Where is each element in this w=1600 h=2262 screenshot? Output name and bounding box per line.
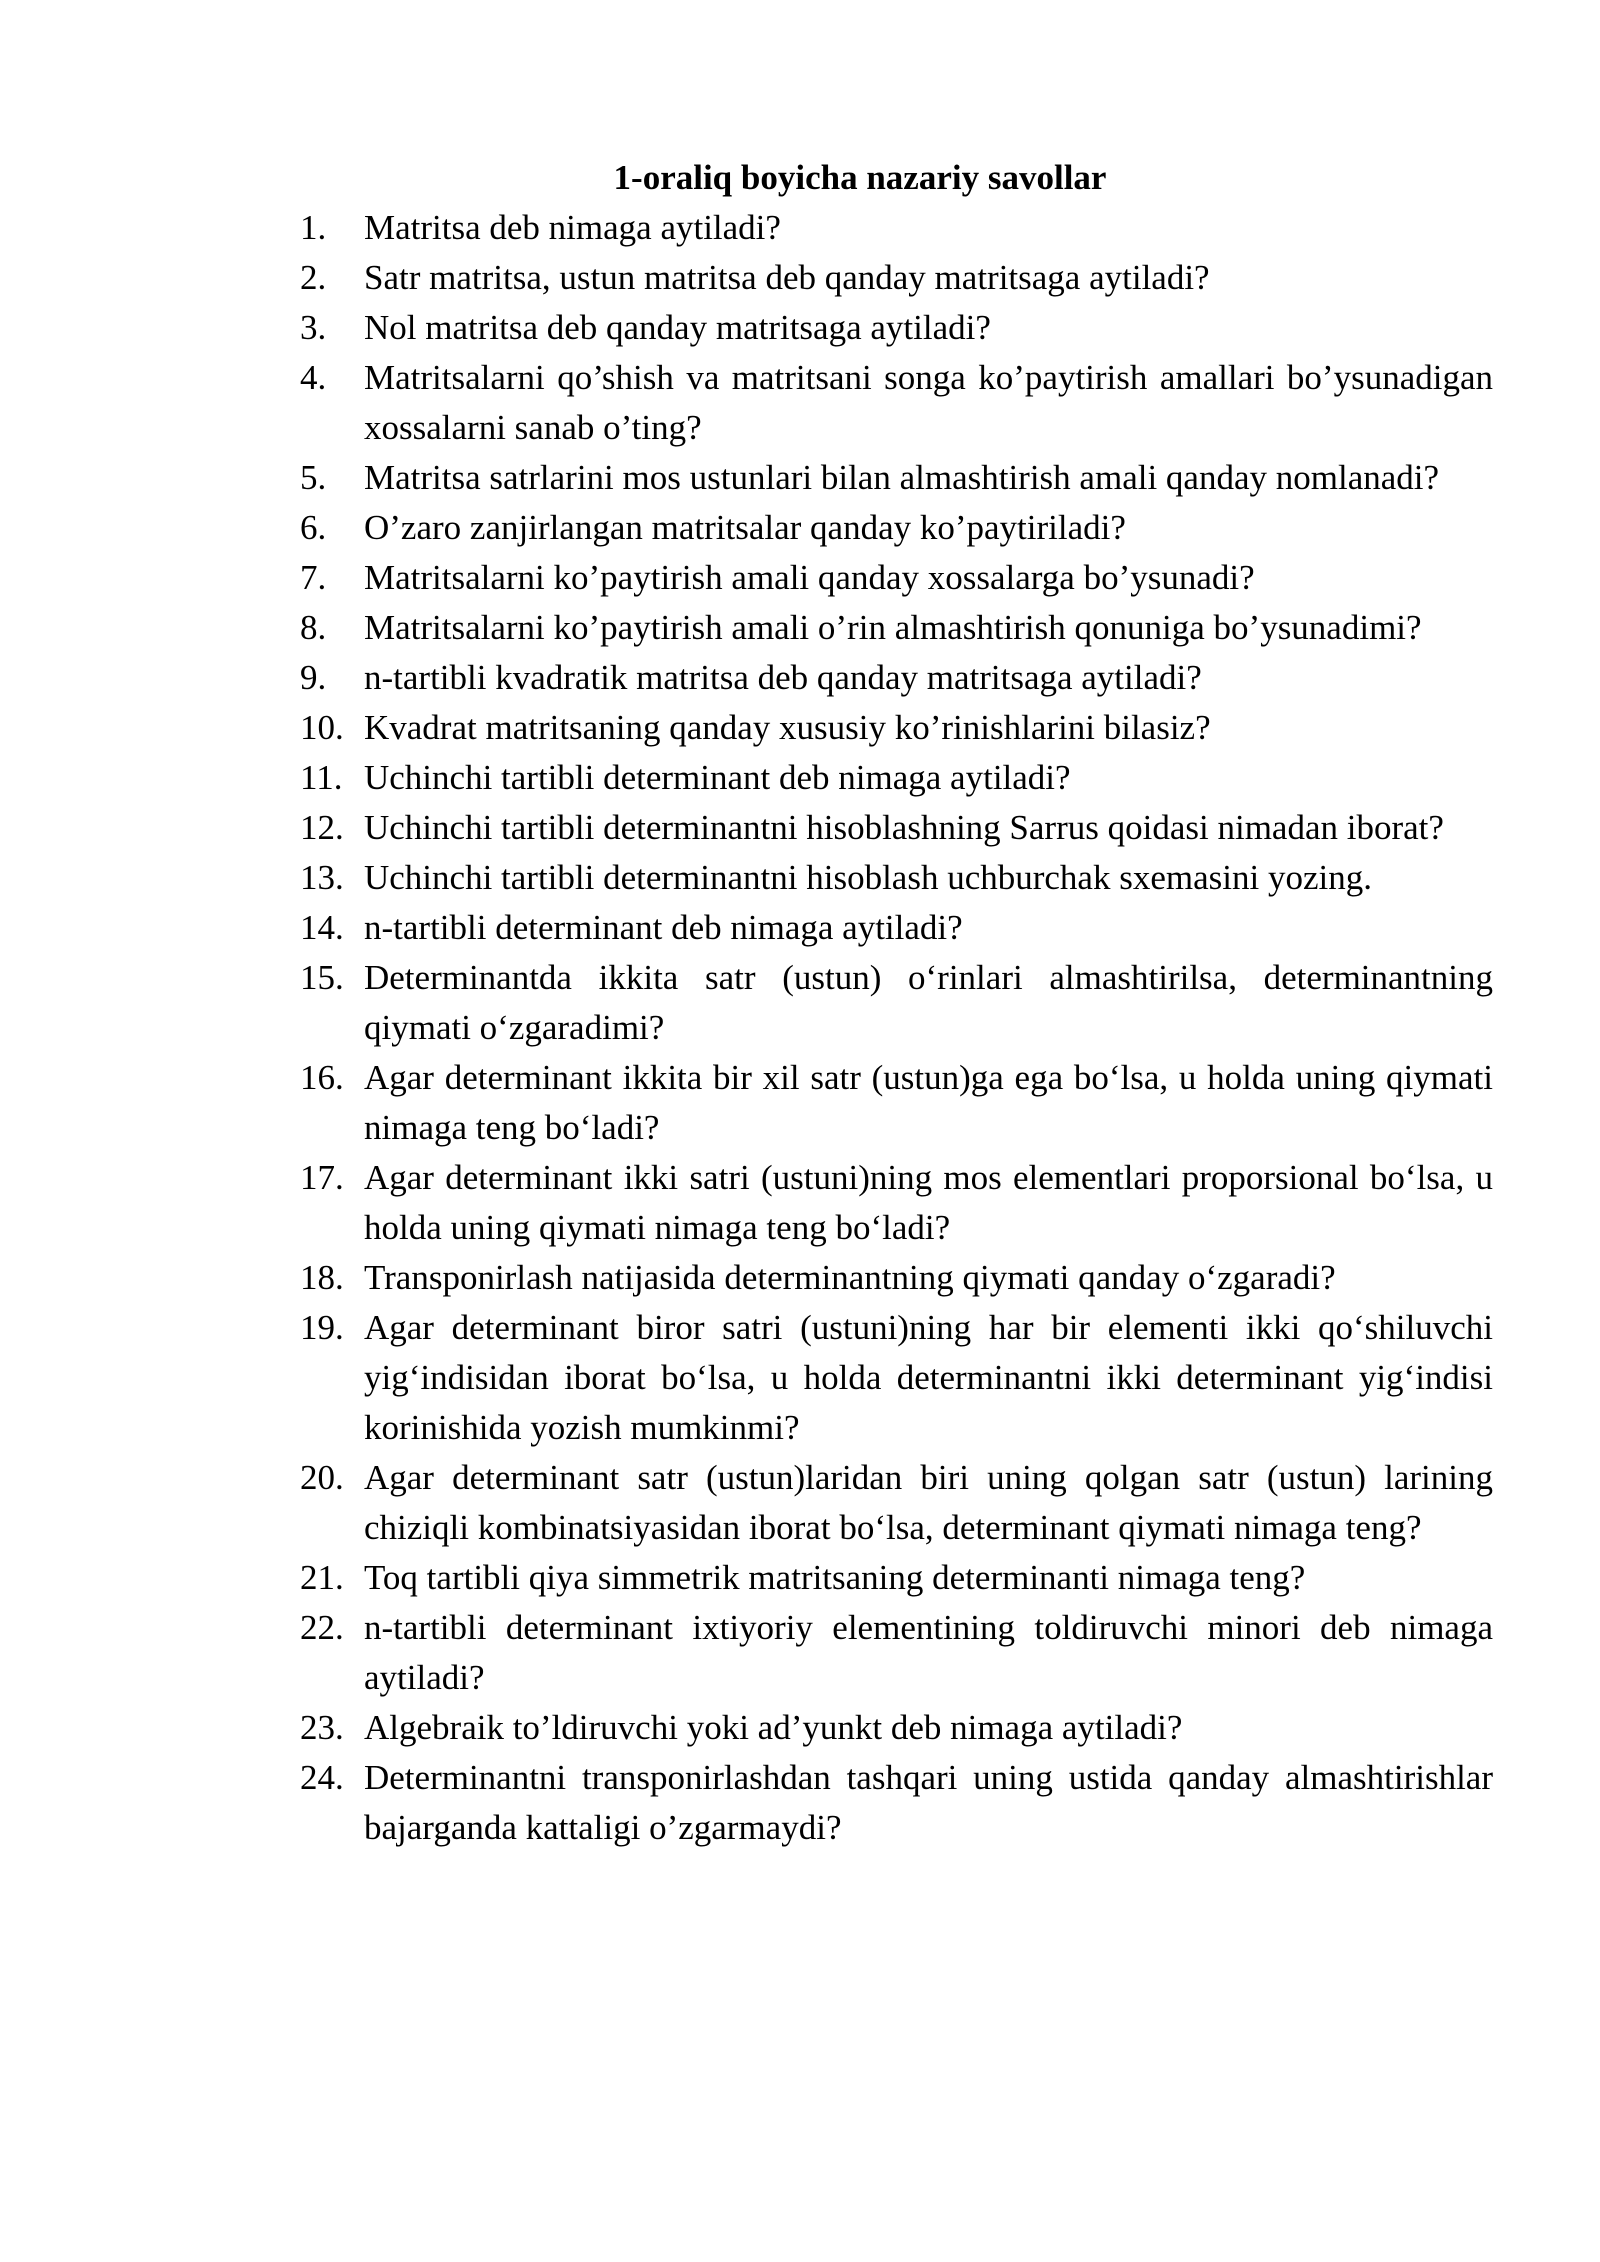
question-number: 16. xyxy=(300,1058,344,1097)
question-number: 21. xyxy=(300,1558,344,1597)
question-item xyxy=(300,1153,1493,1253)
question-text: Matritsalarni ko’paytirish amali qanday xossalarga bo’ysunadi? xyxy=(364,558,1255,597)
question-text: Transponirlash natijasida determinantning qiymati qanday o‘zgaradi? xyxy=(364,1258,1336,1297)
question-item xyxy=(300,803,1493,853)
question-text: Matritsa deb nimaga aytiladi? xyxy=(364,208,781,247)
question-item xyxy=(300,553,1493,603)
question-number: 19. xyxy=(300,1308,344,1347)
question-text: Determinantda ikkita satr (ustun) o‘rinlari almashtirilsa, determinantning qiymati o‘zgaradimi? xyxy=(364,958,1493,1047)
question-text: Uchinchi tartibli determinantni hisoblashning Sarrus qoidasi nimadan iborat? xyxy=(364,808,1444,847)
question-number: 17. xyxy=(300,1158,344,1197)
question-text: Matritsalarni qo’shish va matritsani songa ko’paytirish amallari bo’ysunadigan xossalarni sanab o’ting? xyxy=(364,358,1493,447)
question-number: 11. xyxy=(300,758,343,797)
question-item xyxy=(300,203,1493,253)
question-text: Agar determinant ikkita bir xil satr (ustun)ga ega bo‘lsa, u holda uning qiymati nimaga teng bo‘ladi? xyxy=(364,1058,1493,1147)
question-number: 10. xyxy=(300,708,344,747)
question-item xyxy=(300,1753,1493,1853)
question-number: 9. xyxy=(300,658,327,697)
question-item xyxy=(300,353,1493,453)
question-number: 12. xyxy=(300,808,344,847)
question-text: Satr matritsa, ustun matritsa deb qanday matritsaga aytiladi? xyxy=(364,258,1210,297)
question-list xyxy=(300,203,1493,1853)
question-text: Agar determinant biror satri (ustuni)ning har bir elementi ikki qo‘shiluvchi yig‘indisidan iborat bo‘lsa, u holda determinantni ikki determinant yig‘indisi korinishida yozish mumkinmi? xyxy=(364,1308,1493,1447)
question-item xyxy=(300,1303,1493,1453)
question-item xyxy=(300,903,1493,953)
question-number: 24. xyxy=(300,1758,344,1797)
question-item xyxy=(300,853,1493,903)
question-item xyxy=(300,603,1493,653)
question-item xyxy=(300,1053,1493,1153)
question-number: 2. xyxy=(300,258,327,297)
question-item xyxy=(300,753,1493,803)
page-title: 1-oraliq boyicha nazariy savollar xyxy=(613,158,1107,197)
question-number: 1. xyxy=(300,208,327,247)
question-number: 18. xyxy=(300,1258,344,1297)
question-item xyxy=(300,303,1493,353)
question-text: Determinantni transponirlashdan tashqari uning ustida qanday almashtirishlar bajarganda kattaligi o’zgarmaydi? xyxy=(364,1758,1493,1847)
question-text: Uchinchi tartibli determinant deb nimaga aytiladi? xyxy=(364,758,1071,797)
question-item xyxy=(300,453,1493,503)
question-text: Matritsalarni ko’paytirish amali o’rin almashtirish qonuniga bo’ysunadimi? xyxy=(364,608,1422,647)
question-number: 13. xyxy=(300,858,344,897)
question-text: n-tartibli determinant deb nimaga aytiladi? xyxy=(364,908,963,947)
question-text: n-tartibli kvadratik matritsa deb qanday matritsaga aytiladi? xyxy=(364,658,1202,697)
question-text: Agar determinant satr (ustun)laridan biri uning qolgan satr (ustun) larining chiziqli kombinatsiyasidan iborat bo‘lsa, determinant qiymati nimaga teng? xyxy=(364,1458,1493,1547)
question-item xyxy=(300,503,1493,553)
question-item xyxy=(300,1553,1493,1603)
question-item xyxy=(300,1603,1493,1703)
question-item xyxy=(300,653,1493,703)
question-item xyxy=(300,1703,1493,1753)
question-text: Toq tartibli qiya simmetrik matritsaning determinanti nimaga teng? xyxy=(364,1558,1306,1597)
question-number: 15. xyxy=(300,958,344,997)
question-text: n-tartibli determinant ixtiyoriy elementining toldiruvchi minori deb nimaga aytiladi? xyxy=(364,1608,1493,1697)
question-text: Algebraik to’ldiruvchi yoki ad’yunkt deb nimaga aytiladi? xyxy=(364,1708,1183,1747)
question-text: O’zaro zanjirlangan matritsalar qanday ko’paytiriladi? xyxy=(364,508,1126,547)
question-item xyxy=(300,1453,1493,1553)
question-item xyxy=(300,1253,1493,1303)
question-number: 14. xyxy=(300,908,344,947)
question-item xyxy=(300,703,1493,753)
question-number: 7. xyxy=(300,558,327,597)
question-text: Nol matritsa deb qanday matritsaga aytiladi? xyxy=(364,308,991,347)
question-number: 4. xyxy=(300,358,327,397)
question-item xyxy=(300,953,1493,1053)
question-number: 3. xyxy=(300,308,327,347)
question-number: 20. xyxy=(300,1458,344,1497)
question-number: 22. xyxy=(300,1608,344,1647)
question-number: 6. xyxy=(300,508,327,547)
question-number: 8. xyxy=(300,608,327,647)
question-number: 23. xyxy=(300,1708,344,1747)
question-text: Uchinchi tartibli determinantni hisoblash uchburchak sxemasini yozing. xyxy=(364,858,1372,897)
question-text: Agar determinant ikki satri (ustuni)ning mos elementlari proporsional bo‘lsa, u holda uning qiymati nimaga teng bo‘ladi? xyxy=(364,1158,1493,1247)
question-item xyxy=(300,253,1493,303)
question-number: 5. xyxy=(300,458,327,497)
question-text: Matritsa satrlarini mos ustunlari bilan almashtirish amali qanday nomlanadi? xyxy=(364,458,1440,497)
question-text: Kvadrat matritsaning qanday xususiy ko’rinishlarini bilasiz? xyxy=(364,708,1211,747)
